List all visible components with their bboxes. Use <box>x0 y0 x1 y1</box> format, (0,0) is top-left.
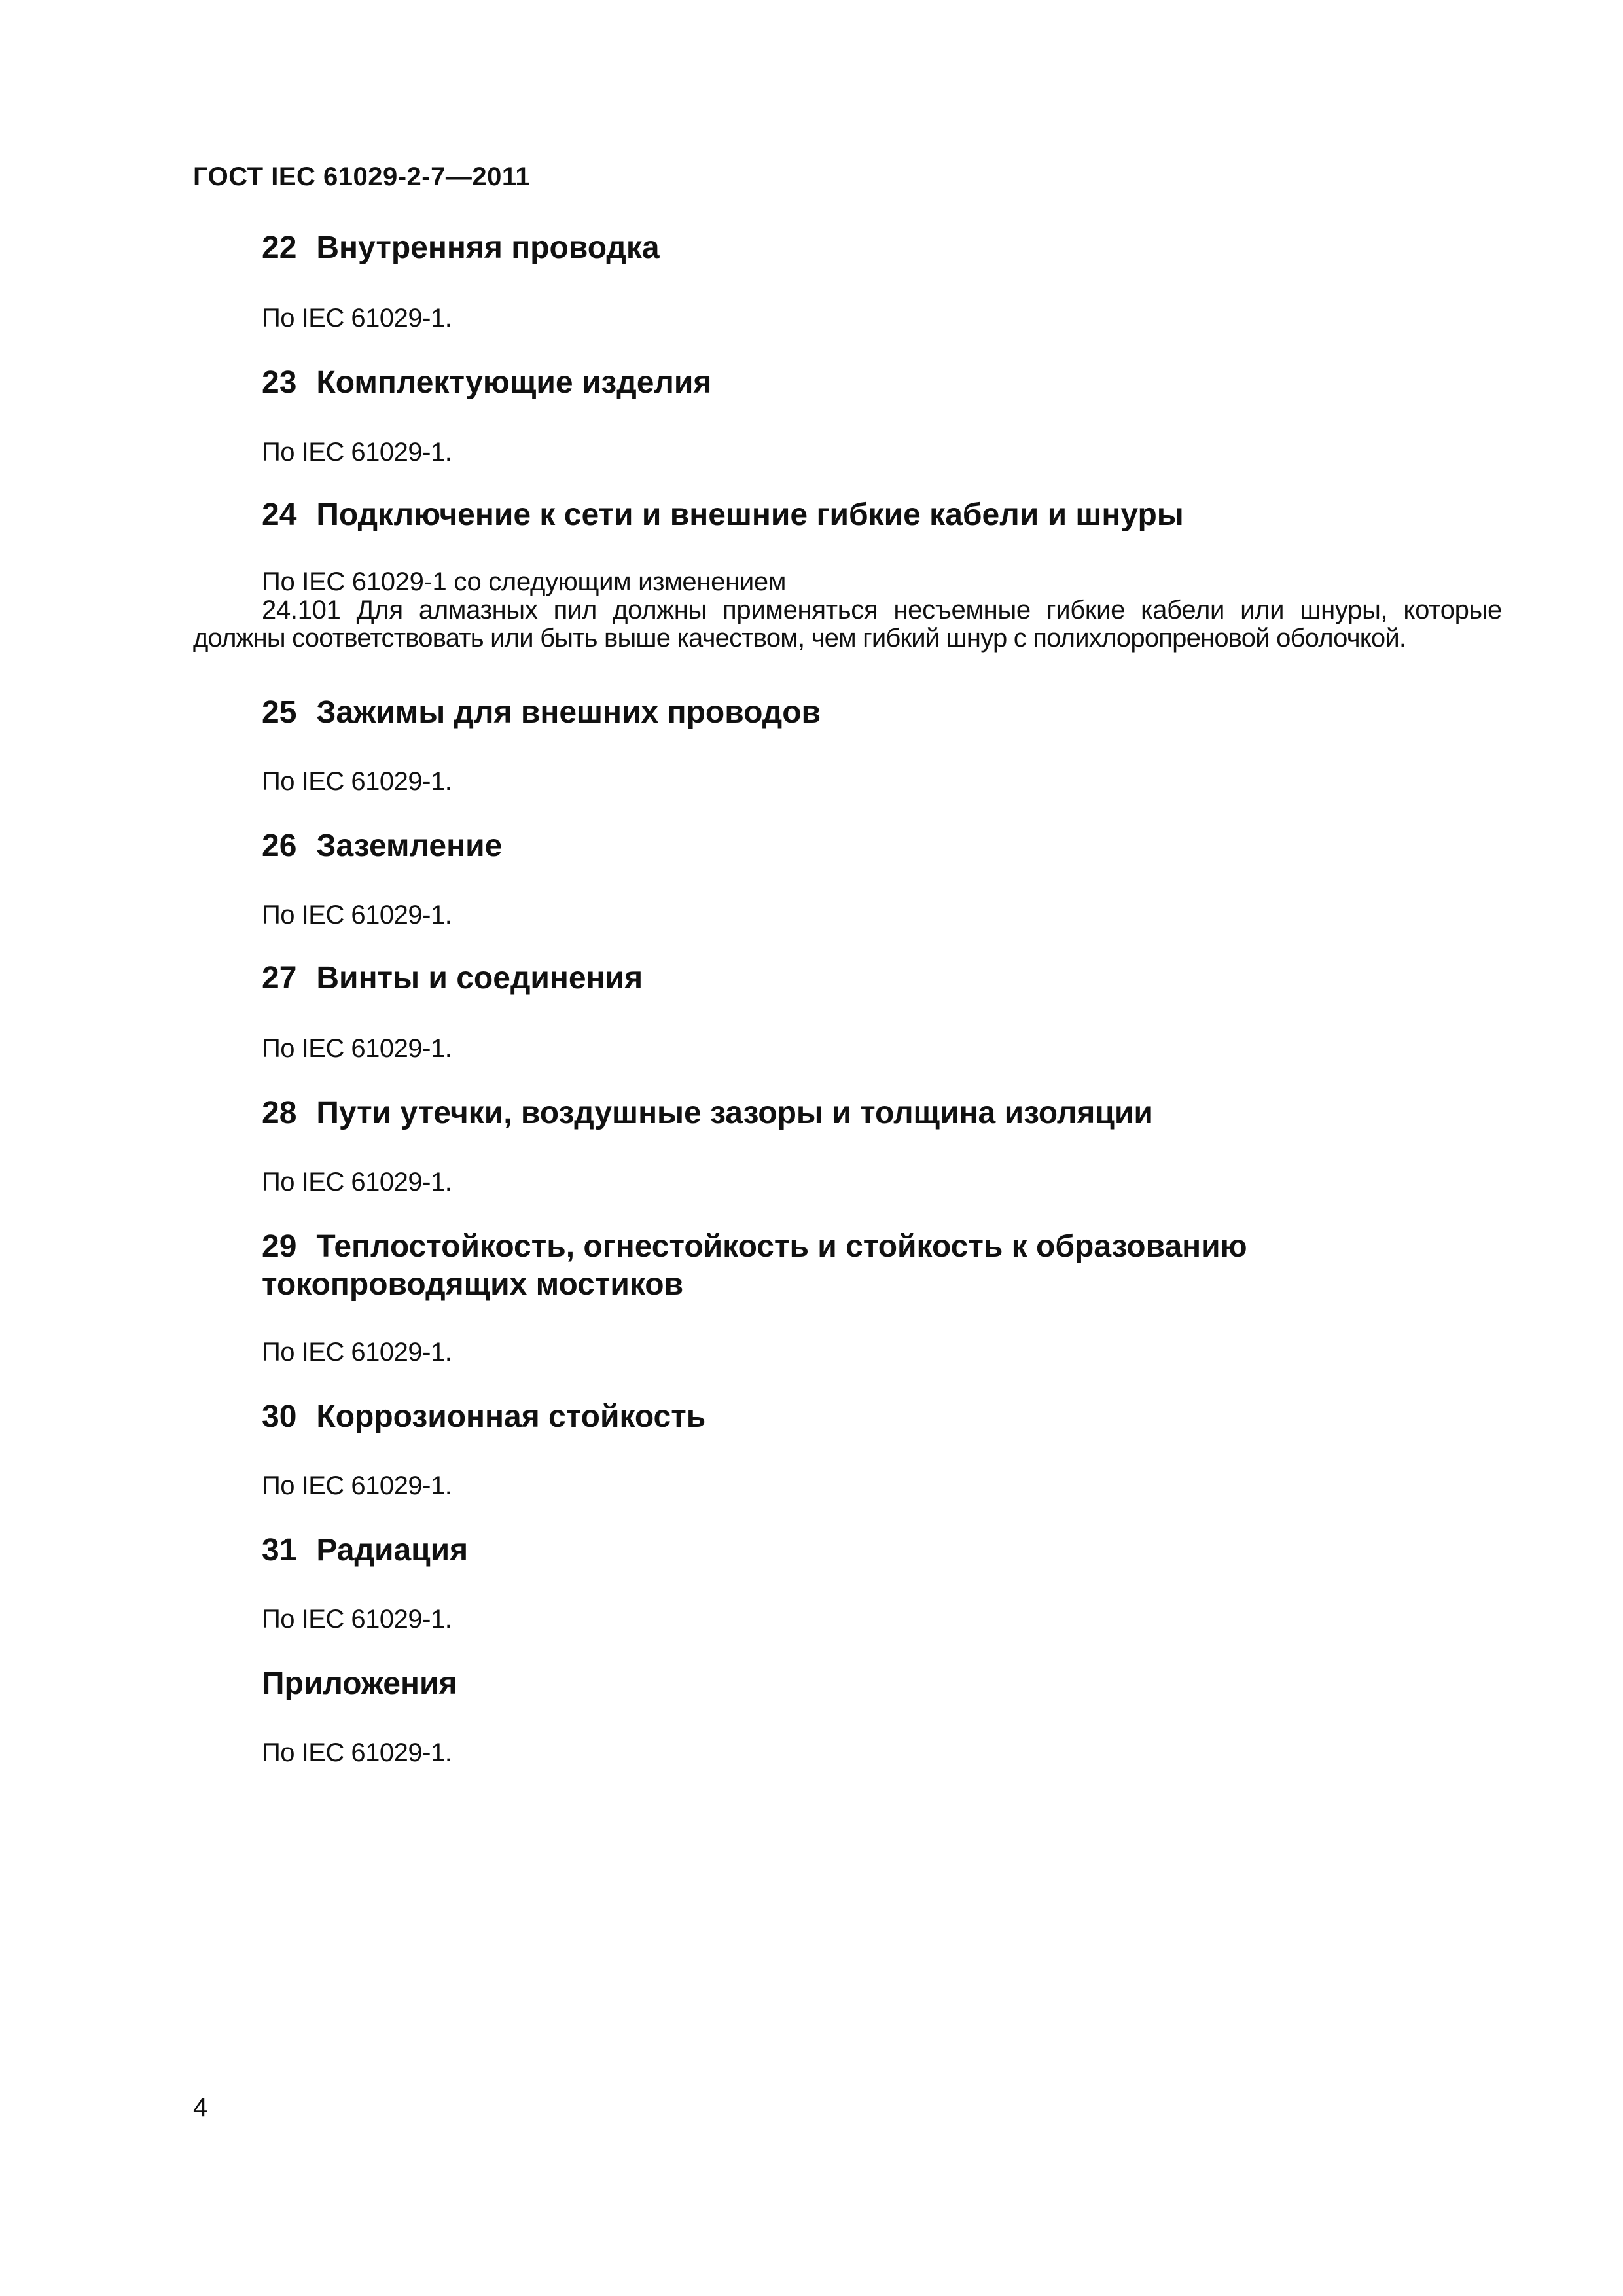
section-title-line-2: токопроводящих мостиков <box>262 1267 684 1302</box>
section-heading-27 <box>262 960 643 997</box>
section-body-appendices: По IEC 61029-1. <box>262 1738 452 1767</box>
section-body-26: По IEC 61029-1. <box>262 901 452 929</box>
section-body-29: По IEC 61029-1. <box>262 1338 452 1367</box>
section-title: Коррозионная стойкость <box>316 1399 706 1434</box>
section-heading-25 <box>262 694 821 732</box>
page-number: 4 <box>193 2093 208 2122</box>
section-heading-29-line-1 <box>262 1228 1374 1266</box>
section-title: Заземление <box>316 829 503 863</box>
section-title: Подключение к сети и внешние гибкие кабели и шнуры <box>316 497 1184 532</box>
section-title-line-1: Теплостойкость, огнестойкость и стойкость к образованию <box>316 1229 1247 1264</box>
section-body-25: По IEC 61029-1. <box>262 767 452 796</box>
section-number: 30 <box>262 1399 297 1434</box>
section-title: Приложения <box>262 1666 457 1701</box>
running-header-standard-id: ГОСТ IEC 61029-2-7—2011 <box>193 162 531 191</box>
section-number: 25 <box>262 695 297 730</box>
section-heading-23 <box>262 364 711 402</box>
section-body-intro: По IEC 61029-1 со следующим изменением <box>262 567 787 596</box>
section-title: Внутренняя проводка <box>316 230 660 265</box>
section-body-22: По IEC 61029-1. <box>262 304 452 332</box>
section-body-28: По IEC 61029-1. <box>262 1168 452 1196</box>
section-number: 22 <box>262 230 297 265</box>
section-heading-28 <box>262 1094 1153 1132</box>
clause-24-101-line-1: 24.101 Для алмазных пил должны применяться несъемные гибкие кабели или шнуры, которые <box>262 596 1502 624</box>
section-heading-24 <box>262 496 1184 534</box>
section-number: 26 <box>262 829 297 863</box>
section-number: 28 <box>262 1096 297 1130</box>
section-heading-appendices <box>262 1665 457 1703</box>
section-heading-26 <box>262 827 502 865</box>
section-title: Пути утечки, воздушные зазоры и толщина изоляции <box>316 1096 1153 1130</box>
section-heading-29 <box>262 1228 1374 1304</box>
section-title: Винты и соединения <box>316 961 643 996</box>
section-heading-30 <box>262 1398 705 1436</box>
section-title: Зажимы для внешних проводов <box>316 695 821 730</box>
section-number: 23 <box>262 365 297 400</box>
section-title: Радиация <box>316 1533 469 1568</box>
section-body-31: По IEC 61029-1. <box>262 1605 452 1634</box>
section-number: 29 <box>262 1229 297 1264</box>
section-number: 27 <box>262 961 297 996</box>
section-number: 24 <box>262 497 297 532</box>
section-title: Комплектующие изделия <box>316 365 712 400</box>
clause-24-101-line-2: должны соответствовать или быть выше качеством, чем гибкий шнур с полихлоропреновой оболочкой. <box>193 624 1406 653</box>
section-body-30: По IEC 61029-1. <box>262 1471 452 1500</box>
section-body-24 <box>193 568 1502 653</box>
section-body-23: По IEC 61029-1. <box>262 438 452 467</box>
section-number: 31 <box>262 1533 297 1568</box>
section-heading-31 <box>262 1532 468 1570</box>
section-heading-22 <box>262 229 660 267</box>
section-body-27: По IEC 61029-1. <box>262 1034 452 1063</box>
